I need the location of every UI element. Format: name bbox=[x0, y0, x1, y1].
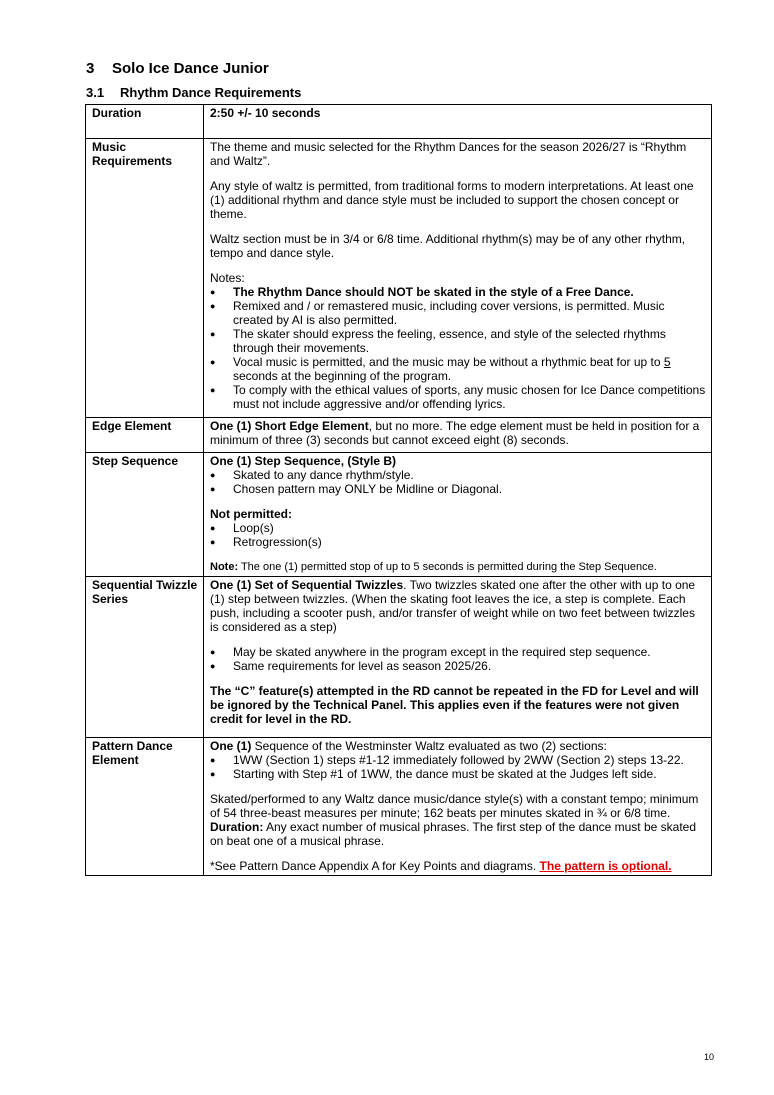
note-text: The one (1) permitted stop of up to 5 seconds is permitted during the Step Sequence. bbox=[238, 561, 657, 573]
row-music bbox=[86, 139, 712, 418]
pattern-bold: One (1) bbox=[210, 739, 252, 753]
section-number: 3 bbox=[86, 60, 95, 77]
steps-heading: One (1) Step Sequence, (Style B) bbox=[210, 454, 397, 468]
row-label-twizzle: Sequential Twizzle Series bbox=[86, 577, 204, 738]
list-item: ● Chosen pattern may ONLY be Midline or Diagonal. bbox=[210, 482, 706, 496]
twizzle-warning: The “C” feature(s) attempted in the RD cannot be repeated in the FD for Level and will be ignored by the Technical Panel. This applies even if the features were not given credit for level in the RD. bbox=[210, 684, 699, 726]
not-permitted-list bbox=[210, 521, 706, 549]
notes-label: Notes: bbox=[210, 271, 245, 285]
section-heading bbox=[86, 60, 269, 77]
note-item: ● The Rhythm Dance should NOT be skated in the style of a Free Dance. bbox=[210, 285, 706, 299]
note-item: ● To comply with the ethical values of sports, any music chosen for Ice Dance competitions must not include aggressive and/or offending lyrics. bbox=[210, 383, 706, 411]
twizzle-text: . Two twizzles skated one after the other with up to one (1) step between twizzles. (When the skating foot leaves the ice, a step is complete. Each push, including a scooter push, and/or transfer of weight while on two feet between twizzles is considered as a step) bbox=[210, 578, 696, 634]
row-label-duration: Duration bbox=[86, 105, 204, 139]
list-item: ● Same requirements for level as season 2025/26. bbox=[210, 659, 706, 673]
list-item: ● May be skated anywhere in the program except in the required step sequence. bbox=[210, 645, 706, 659]
twizzle-cell bbox=[204, 577, 712, 738]
not-permitted-label: Not permitted: bbox=[210, 507, 292, 521]
row-pattern bbox=[86, 738, 712, 876]
edge-bold: One (1) Short Edge Element bbox=[210, 419, 369, 433]
row-label-steps: Step Sequence bbox=[86, 453, 204, 577]
pattern-duration bbox=[210, 820, 706, 848]
note-item bbox=[210, 355, 706, 383]
list-item: ● Retrogression(s) bbox=[210, 535, 706, 549]
twizzle-list bbox=[210, 645, 706, 673]
note-item: ● Remixed and / or remastered music, including cover versions, is permitted. Music created by AI is also permitted. bbox=[210, 299, 706, 327]
twizzle-paragraph bbox=[210, 578, 706, 634]
music-paragraph-3: Waltz section must be in 3/4 or 6/8 time. Additional rhythm(s) may be of any other rhythm, tempo and dance style. bbox=[210, 232, 686, 260]
steps-note bbox=[210, 560, 706, 574]
row-edge bbox=[86, 418, 712, 453]
pattern-paragraph bbox=[210, 739, 706, 753]
edge-text: , but no more. The edge element must be held in position for a minimum of three (3) seconds but cannot exceed eight (8) seconds. bbox=[210, 419, 700, 447]
duration-label: Duration: bbox=[210, 820, 264, 834]
steps-cell bbox=[204, 453, 712, 577]
duration-text: Any exact number of musical phrases. The first step of the dance must be skated on beat one of a musical phrase. bbox=[210, 820, 696, 848]
row-label-pattern: Pattern Dance Element bbox=[86, 738, 204, 876]
subsection-heading bbox=[86, 85, 301, 100]
appendix-text: *See Pattern Dance Appendix A for Key Points and diagrams. bbox=[210, 859, 540, 873]
row-steps bbox=[86, 453, 712, 577]
list-item: ● Loop(s) bbox=[210, 521, 706, 535]
duration-value: 2:50 +/- 10 seconds bbox=[204, 105, 712, 139]
pattern-list bbox=[210, 753, 706, 781]
music-paragraph-2: Any style of waltz is permitted, from traditional forms to modern interpretations. At least one (1) additional rhythm and dance style must be included to support the chosen concept or theme. bbox=[210, 179, 694, 221]
pattern-optional-note: The pattern is optional. bbox=[539, 859, 672, 873]
row-label-edge: Edge Element bbox=[86, 418, 204, 453]
row-twizzle bbox=[86, 577, 712, 738]
list-item: ● Starting with Step #1 of 1WW, the dance must be skated at the Judges left side. bbox=[210, 767, 706, 781]
note-item: ● The skater should express the feeling, essence, and style of the selected rhythms through their movements. bbox=[210, 327, 706, 355]
music-paragraph-1: The theme and music selected for the Rhythm Dances for the season 2026/27 is “Rhythm and Waltz”. bbox=[210, 140, 687, 168]
list-item: ● Skated to any dance rhythm/style. bbox=[210, 468, 706, 482]
note-text: seconds at the beginning of the program. bbox=[233, 369, 452, 383]
row-label-music: Music Requirements bbox=[86, 139, 204, 418]
list-item: ● 1WW (Section 1) steps #1-12 immediately followed by 2WW (Section 2) steps 13-22. bbox=[210, 753, 706, 767]
subsection-title: Rhythm Dance Requirements bbox=[120, 85, 302, 100]
note-label: Note: bbox=[210, 561, 239, 573]
note-text: Vocal music is permitted, and the music may be without a rhythmic beat for up to bbox=[233, 355, 664, 369]
music-cell bbox=[204, 139, 712, 418]
twizzle-bold: One (1) Set of Sequential Twizzles bbox=[210, 578, 404, 592]
row-duration bbox=[86, 105, 712, 139]
pattern-cell bbox=[204, 738, 712, 876]
subsection-number: 3.1 bbox=[86, 85, 105, 100]
pattern-tempo: Skated/performed to any Waltz dance music/dance style(s) with a constant tempo; minimum of 54 three-beast measures per minute; 162 beats per minutes skated in ¾ or 6/8 time. bbox=[210, 792, 699, 820]
page-number: 10 bbox=[703, 1052, 714, 1062]
pattern-text: Sequence of the Westminster Waltz evaluated as two (2) sections: bbox=[251, 739, 607, 753]
requirements-table bbox=[85, 104, 712, 876]
section-title: Solo Ice Dance Junior bbox=[112, 60, 269, 77]
edge-cell bbox=[204, 418, 712, 453]
notes-list bbox=[210, 285, 706, 411]
steps-list bbox=[210, 468, 706, 496]
note-underlined-value: 5 bbox=[663, 355, 671, 369]
pattern-appendix bbox=[210, 859, 706, 873]
